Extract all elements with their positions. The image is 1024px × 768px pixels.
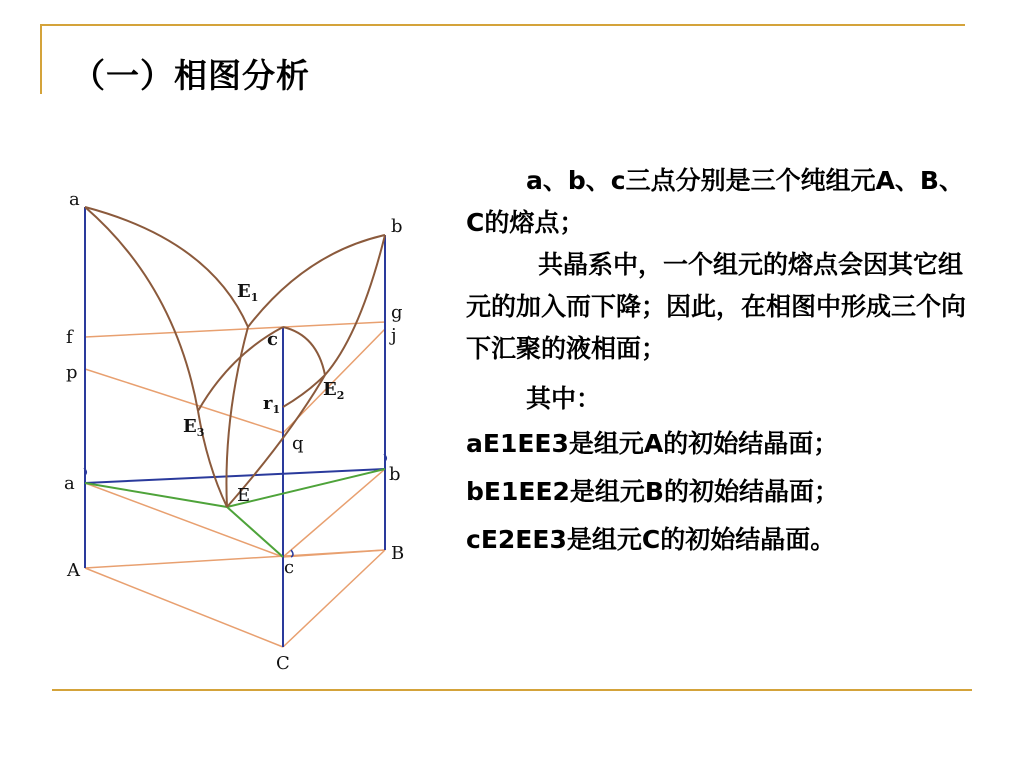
paragraph-liquidus: 共晶系中，一个组元的熔点会因其它组元的加入而下降；因此，在相图中形成三个向下汇聚的液相面； (466, 250, 967, 363)
top-rule (40, 24, 965, 26)
isotherm-f-g (85, 322, 385, 337)
curve-b-E2 (325, 235, 385, 375)
list-item: cE2EE3是组元C的初始结晶面。 (466, 525, 836, 554)
paragraph-among: 其中： (526, 384, 602, 413)
label-b-prime: b (389, 464, 401, 485)
green-E-c-prime (227, 507, 283, 557)
label-E2-sub: 2 (336, 389, 345, 402)
label-a: a (69, 189, 80, 210)
label-E2 (323, 379, 344, 402)
curve-r1-E2 (283, 375, 325, 407)
label-E3-sub: 3 (196, 426, 205, 439)
label-r1 (263, 393, 280, 416)
label-a-prime: a (64, 473, 75, 494)
curve-E1-b (248, 235, 385, 327)
label-r1-sub: 1 (272, 403, 281, 416)
label-E: E (237, 485, 251, 506)
label-E1 (237, 281, 258, 304)
line-a-prime-b-prime (85, 469, 385, 483)
label-c-prime: c (284, 557, 295, 578)
curve-a-E1 (85, 207, 248, 327)
page-title: （一）相图分析 (72, 56, 310, 95)
liquidus-curves (85, 207, 385, 507)
label-E1-main: E (237, 281, 251, 302)
label-E2-main: E (323, 379, 337, 400)
label-B: B (391, 543, 405, 564)
paragraph-melting-points: a、b、c三点分别是三个纯组元A、B、C的熔点； (466, 166, 964, 237)
label-A: A (67, 560, 80, 581)
explanation-text (466, 160, 966, 564)
label-c: c (267, 329, 278, 350)
curve-a-E3 (85, 207, 198, 411)
label-q: q (292, 433, 304, 454)
label-f: f (66, 327, 73, 348)
ternary-phase-diagram (55, 185, 425, 675)
curve-c-E2 (283, 327, 325, 375)
green-a-prime-E (85, 483, 227, 507)
bottom-rule (52, 689, 972, 691)
line-a-prime-c-prime (85, 483, 283, 557)
guide-lines (85, 322, 385, 647)
label-E1-sub: 1 (250, 291, 259, 304)
label-r1-main: r (263, 393, 273, 414)
tick-c-prime (291, 550, 293, 557)
label-g: g (391, 302, 403, 323)
label-C: C (276, 653, 290, 674)
label-b: b (391, 216, 403, 237)
edge-A-C (85, 568, 283, 647)
list-item: aE1EE3是组元A的初始结晶面； (466, 429, 839, 458)
label-E3 (183, 416, 204, 439)
label-p: p (66, 362, 78, 383)
left-rule (40, 24, 42, 94)
eutectic-plane (85, 469, 385, 557)
edge-C-B (283, 550, 385, 647)
prism-frame (85, 207, 385, 647)
label-j: j (391, 325, 397, 346)
line-c-prime-B (283, 550, 385, 557)
list-item: bE1EE2是组元B的初始结晶面； (466, 477, 839, 506)
label-E3-main: E (183, 416, 197, 437)
